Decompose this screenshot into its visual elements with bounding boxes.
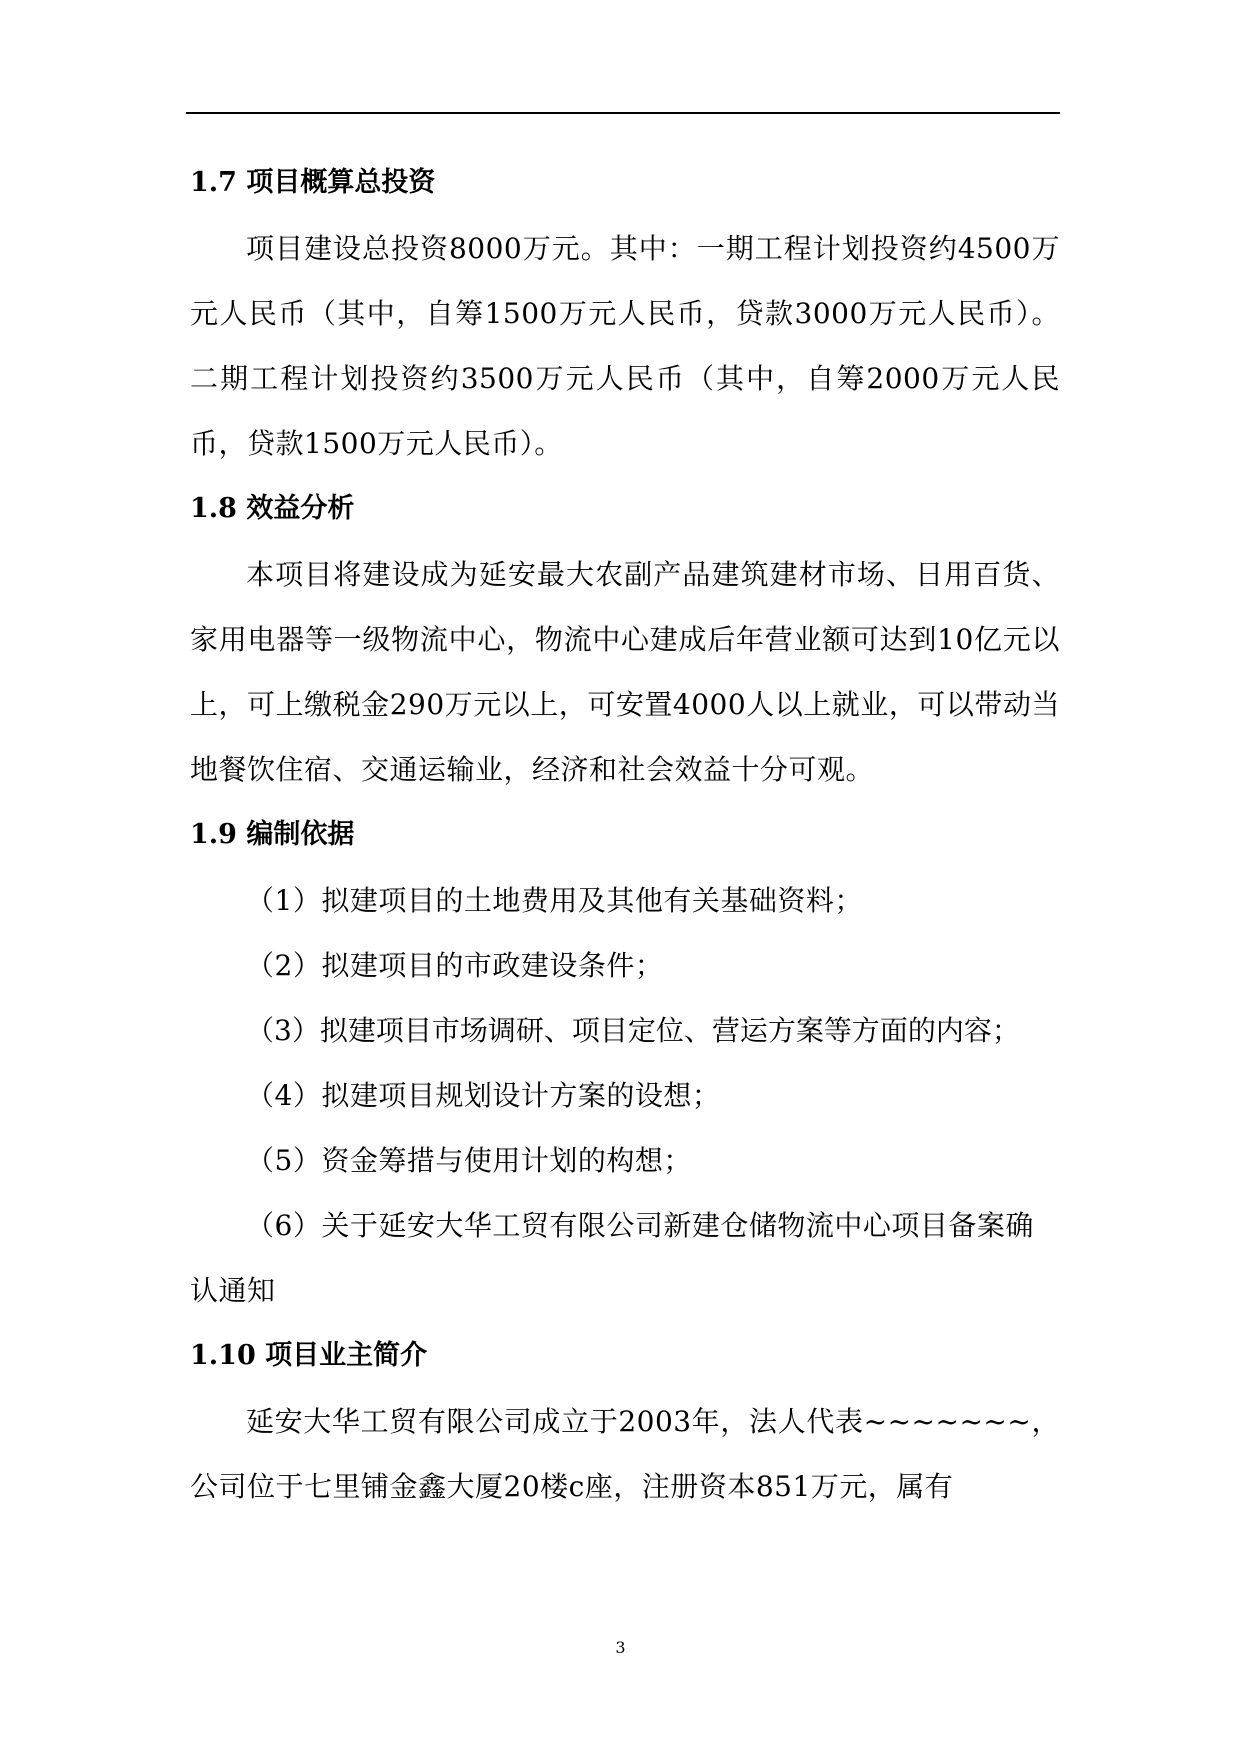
paragraph-benefit-analysis: 本项目将建设成为延安最大农副产品建筑建材市场、日用百货、家用电器等一级物流中心，物流中心建成后年营业额可达到10亿元以上，可上缴税金290万元以上，可安置4000人以上就业，可以带动当地餐饮住宿、交通运输业，经济和社会效益十分可观。 <box>190 558 1060 786</box>
list-item-basis-1: （1）拟建项目的土地费用及其他有关基础资料； <box>246 884 863 917</box>
paragraph-owner-intro: 延安大华工贸有限公司成立于2003年，法人代表~~~~~~~，公司位于七里铺金鑫大厦20楼c座，注册资本851万元，属有 <box>190 1405 1060 1503</box>
list-item-basis-2: （2）拟建项目的市政建设条件； <box>246 949 664 982</box>
list-item-basis-3: （3）拟建项目市场调研、项目定位、营运方案等方面的内容； <box>246 1014 1020 1047</box>
section-heading-1-8: 1.8 效益分析 <box>190 493 355 524</box>
section-heading-1-10: 1.10 项目业主简介 <box>190 1340 428 1371</box>
page-number: 3 <box>615 1638 626 1657</box>
list-item-basis-4: （4）拟建项目规划设计方案的设想； <box>246 1079 721 1112</box>
header-rule <box>186 112 1060 114</box>
list-item-basis-5: （5）资金筹措与使用计划的构想； <box>246 1144 692 1177</box>
list-item-basis-6: （6）关于延安大华工贸有限公司新建仓储物流中心项目备案确认通知 <box>190 1209 1034 1307</box>
document-body <box>190 150 1060 1519</box>
section-heading-1-7: 1.7 项目概算总投资 <box>190 167 436 198</box>
section-heading-1-9: 1.9 编制依据 <box>190 819 355 850</box>
paragraph-total-investment: 项目建设总投资8000万元。其中：一期工程计划投资约4500万元人民币（其中，自筹1500万元人民币，贷款3000万元人民币）。二期工程计划投资约3500万元人民币（其中，自筹2000万元人民币，贷款1500万元人民币）。 <box>190 232 1060 460</box>
